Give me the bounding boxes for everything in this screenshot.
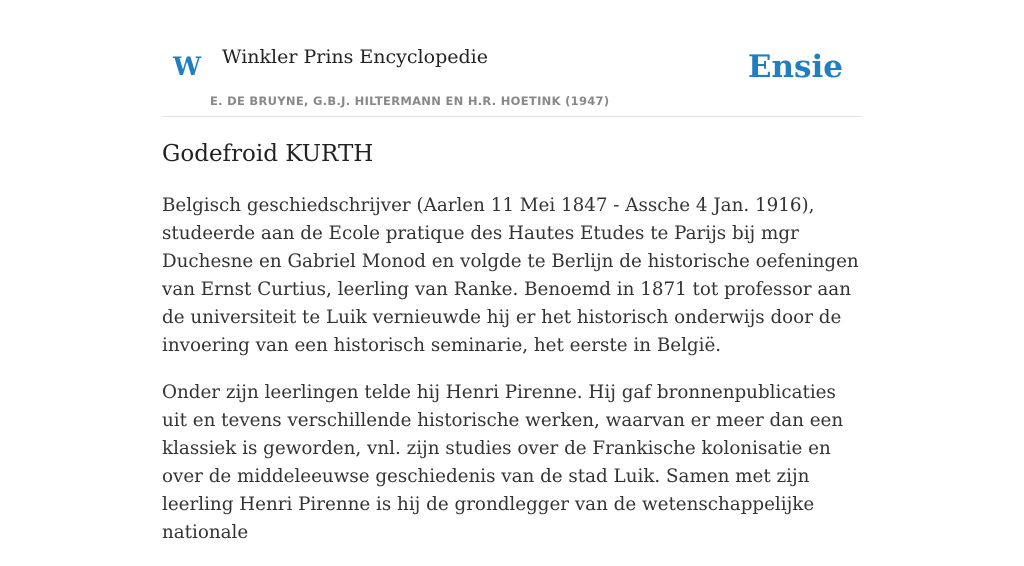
encyclopedia-title[interactable]: Winkler Prins Encyclopedie — [222, 46, 488, 68]
page — [162, 0, 862, 543]
authors-line: E. DE BRUYNE, G.B.J. HILTERMANN EN H.R. HOETINK (1947) — [210, 94, 610, 108]
article-body — [162, 192, 862, 566]
article-paragraph: Belgisch geschiedschrijver (Aarlen 11 Mei 1847 - Assche 4 Jan. 1916), studeerde aan de Ecole pratique des Hautes Etudes te Parijs bij mgr Duchesne en Gabriel Monod en volgde te Berlijn de historische oefeningen van Ernst Curtius, leerling van Ranke. Benoemd in 1871 tot professor aan de universiteit te Luik vernieuwde hij er het historisch onderwijs door de invoering van een historisch seminarie, het eerste in België. — [162, 195, 859, 356]
header — [162, 0, 862, 117]
ensie-logo[interactable]: Ensie — [747, 49, 843, 85]
article-paragraph: Onder zijn leerlingen telde hij Henri Pirenne. Hij gaf bronnenpublicaties uit en tevens verschillende historische werken, waarvan er meer dan een klassiek is geworden, vnl. zijn studies over de Frankische kolonisatie en over de middeleeuwse geschiedenis van de stad Luik. Samen met zijn leerling Henri Pirenne is hij de grondlegger van de wetenschappelijke nationale — [162, 382, 844, 543]
article-title: Godefroid KURTH — [162, 141, 374, 167]
winkler-prins-logo[interactable]: W — [173, 52, 202, 81]
